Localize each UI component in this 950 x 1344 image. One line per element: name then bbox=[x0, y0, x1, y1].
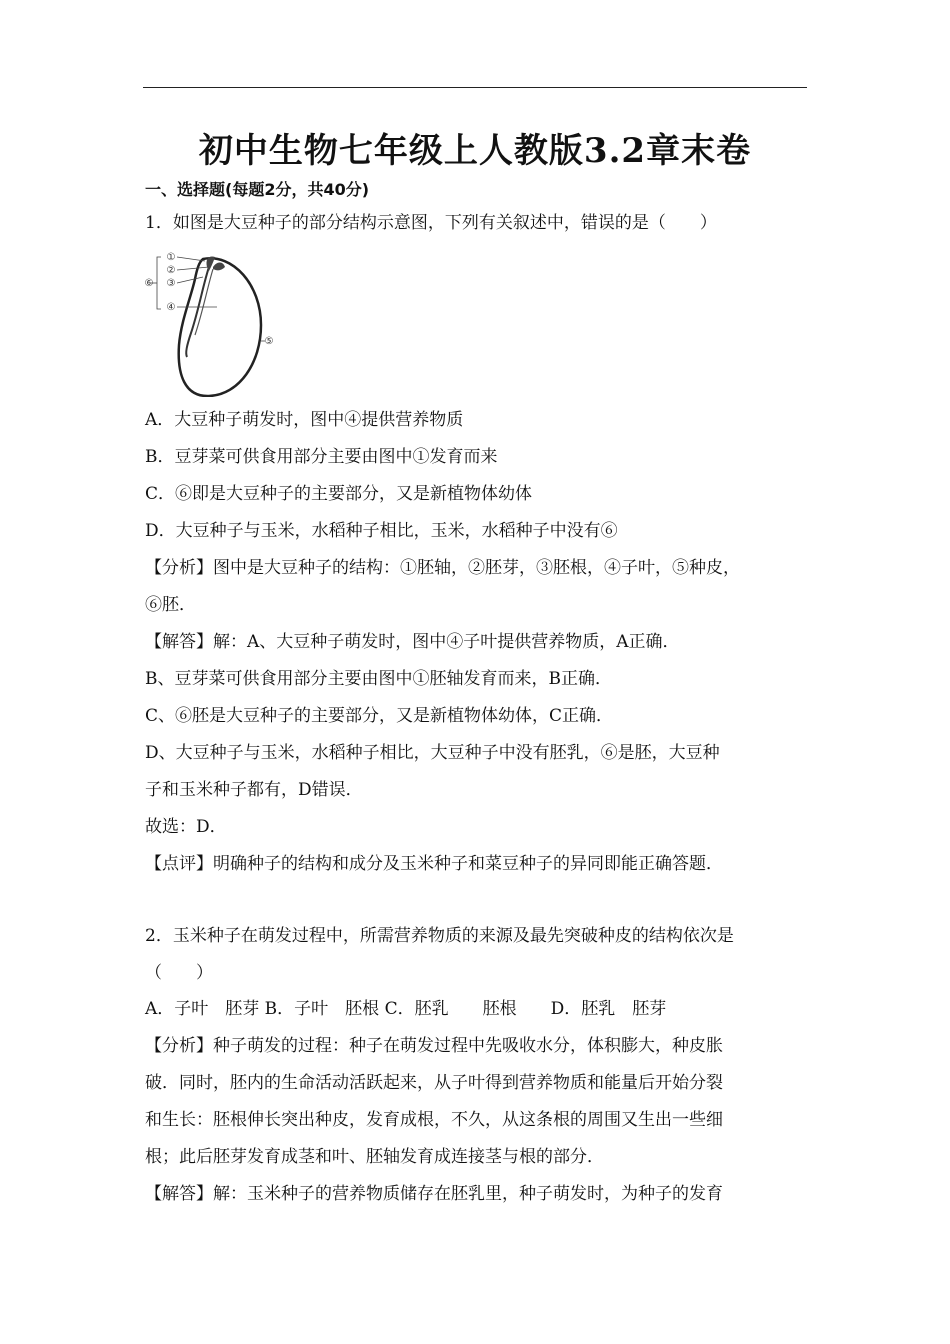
header-rule bbox=[143, 87, 807, 88]
label-1: ① bbox=[166, 252, 176, 263]
question-2-solution: 【解答】解：玉米种子的营养物质储存在胚乳里，种子萌发时，为种子的发育 bbox=[145, 1184, 723, 1204]
question-1-solution: 【解答】解：A、大豆种子萌发时，图中④子叶提供营养物质，A正确． bbox=[145, 632, 680, 652]
page-title: 初中生物七年级上人教版3.2章末卷 bbox=[198, 131, 752, 171]
question-1-solution-b: B、豆芽菜可供食用部分主要由图中①胚轴发育而来，B正确． bbox=[145, 669, 612, 689]
question-1-analysis: 【分析】图中是大豆种子的结构：①胚轴，②胚芽，③胚根，④子叶，⑤种皮， bbox=[145, 558, 740, 578]
section-heading: 一、选择题(每题2分，共40分) bbox=[145, 180, 370, 199]
question-1-option-c: C．⑥即是大豆种子的主要部分，又是新植物体幼体 bbox=[145, 484, 533, 504]
question-1-solution-d: D、大豆种子与玉米，水稻种子相比，大豆种子中没有胚乳，⑥是胚，大豆种 bbox=[145, 743, 720, 763]
question-2-options: A．子叶 胚芽 B．子叶 胚根 C．胚乳 胚根 D．胚乳 胚芽 bbox=[145, 999, 667, 1019]
label-2: ② bbox=[166, 265, 176, 276]
question-2-stem: 2．玉米种子在萌发过程中，所需营养物质的来源及最先突破种皮的结构依次是 bbox=[145, 926, 734, 946]
question-1-comment: 【点评】明确种子的结构和成分及玉米种子和菜豆种子的异同即能正确答题． bbox=[145, 854, 723, 874]
label-3: ③ bbox=[166, 278, 176, 289]
question-1-solution-d-cont: 子和玉米种子都有，D错误． bbox=[145, 780, 363, 800]
question-2-analysis: 【分析】种子萌发的过程：种子在萌发过程中先吸收水分，体积膨大，种皮胀 bbox=[145, 1036, 723, 1056]
question-1-option-b: B．豆芽菜可供食用部分主要由图中①发育而来 bbox=[145, 447, 498, 467]
question-1-answer: 故选：D． bbox=[145, 817, 227, 837]
question-1-option-a: A．大豆种子萌发时，图中④提供营养物质 bbox=[145, 410, 464, 430]
question-1-analysis-cont: ⑥胚． bbox=[145, 595, 196, 615]
question-1-stem: 1．如图是大豆种子的部分结构示意图，下列有关叙述中，错误的是（ ） bbox=[145, 213, 717, 233]
label-4: ④ bbox=[166, 302, 176, 313]
question-2-analysis-line-4: 根；此后胚芽发育成茎和叶、胚轴发育成连接茎与根的部分． bbox=[145, 1147, 604, 1167]
question-2-analysis-line-2: 破．同时，胚内的生命活动活跃起来，从子叶得到营养物质和能量后开始分裂 bbox=[145, 1073, 723, 1093]
question-2-analysis-line-3: 和生长：胚根伸长突出种皮，发育成根，不久，从这条根的周围又生出一些细 bbox=[145, 1110, 723, 1130]
question-1-solution-c: C、⑥胚是大豆种子的主要部分，又是新植物体幼体，C正确． bbox=[145, 706, 614, 726]
question-2-stem-cont: （ ） bbox=[145, 963, 213, 983]
label-5: ⑤ bbox=[264, 336, 274, 347]
question-1-option-d: D．大豆种子与玉米，水稻种子相比，玉米，水稻种子中没有⑥ bbox=[145, 521, 618, 541]
label-6: ⑥ bbox=[144, 278, 154, 289]
soybean-seed-diagram bbox=[143, 245, 275, 397]
